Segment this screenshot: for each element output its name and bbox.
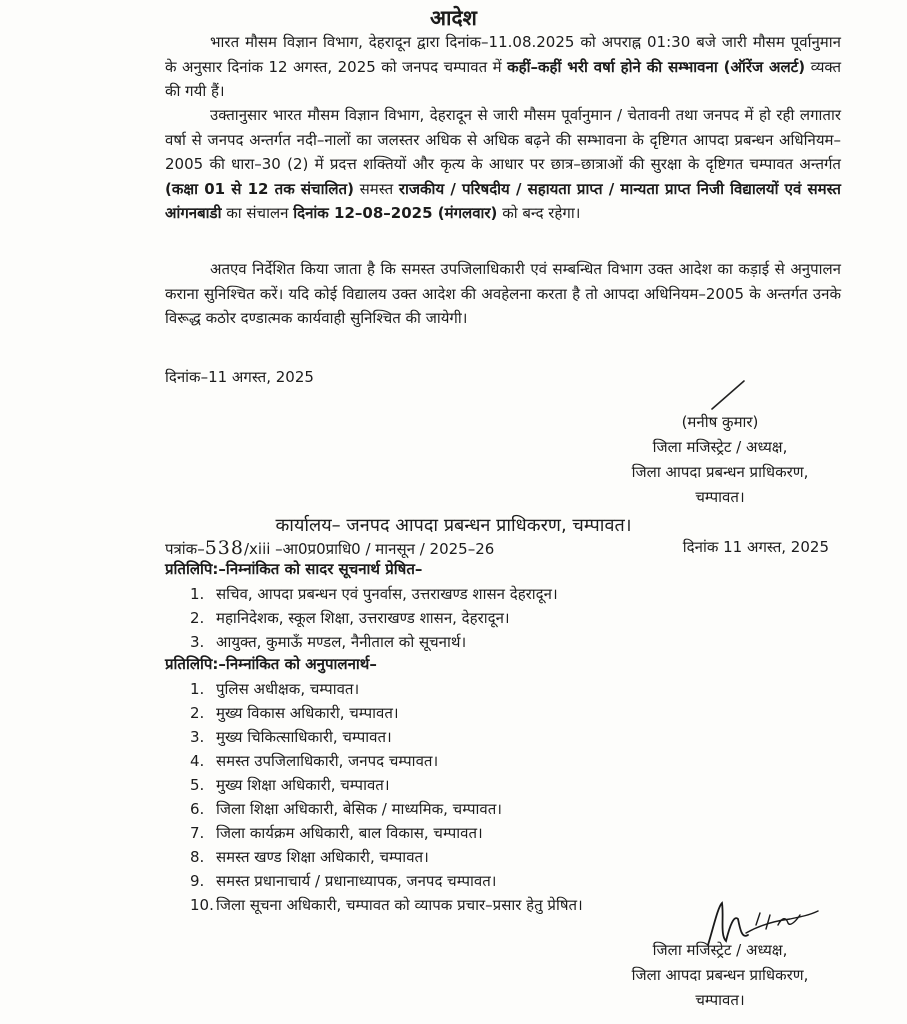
list-item-number: 3.: [190, 633, 205, 651]
signature-block-order: [600, 410, 840, 510]
copy-info-list: [190, 582, 558, 654]
ref-suffix: /xiii –आ0प्र0प्राधि0 / मानसून / 2025–26: [243, 540, 495, 558]
list-item: [190, 773, 583, 797]
paragraph-forecast-end: व्यक्त की गयी हैं।: [165, 57, 841, 100]
ref-prefix: पत्रांक–: [165, 540, 205, 558]
list-item: [190, 869, 583, 893]
list-item: [190, 582, 558, 606]
list-item-number: 2.: [190, 609, 205, 627]
schools-list-text: राजकीय / परिषदीय / सहायता प्राप्त / मान्यता प्राप्त निजी विद्यालयों एवं समस्त आंगनबाडी: [165, 179, 841, 222]
list-item-number: 8.: [190, 848, 205, 866]
list-item-text: समस्त खण्ड शिक्षा अधिकारी, चम्पावत।: [216, 848, 429, 866]
office-title: कार्यालय– जनपद आपदा प्रबन्धन प्राधिकरण, चम्पावत।: [275, 515, 632, 536]
paragraph-closure-mid2: का संचालन: [221, 204, 294, 222]
copy-compliance-heading: प्रतिलिपि:–निम्नांकित को अनुपालनार्थ–: [165, 655, 377, 673]
list-item-text: मुख्य विकास अधिकारी, चम्पावत।: [216, 704, 399, 722]
list-item-number: 7.: [190, 824, 205, 842]
officer-designation: जिला मजिस्ट्रेट / अध्यक्ष,: [652, 438, 788, 456]
list-item-number: 4.: [190, 752, 205, 770]
list-item: [190, 630, 558, 654]
list-item-number: 10.: [190, 896, 214, 914]
list-item: [190, 845, 583, 869]
paragraph-closure-mid1: समस्त: [353, 179, 399, 198]
list-item: [190, 677, 583, 701]
ref-date: दिनांक 11 अगस्त, 2025: [682, 538, 829, 556]
list-item-text: महानिदेशक, स्कूल शिक्षा, उत्तराखण्ड शासन, देहरादून।: [216, 609, 510, 627]
paragraph-closure-end: को बन्द रहेगा।: [497, 204, 581, 222]
officer-authority: जिला आपदा प्रबन्धन प्राधिकरण,: [631, 463, 809, 481]
list-item-number: 9.: [190, 872, 205, 890]
list-item-text: सचिव, आपदा प्रबन्धन एवं पुनर्वास, उत्तराखण्ड शासन देहरादून।: [216, 585, 558, 603]
list-item-text: मुख्य चिकित्साधिकारी, चम्पावत।: [216, 728, 392, 746]
reference-line: [165, 537, 841, 559]
list-item-text: समस्त प्रधानाचार्य / प्रधानाध्यापक, जनपद चम्पावत।: [216, 872, 497, 890]
office-authority: जिला आपदा प्रबन्धन प्राधिकरण,: [631, 966, 809, 984]
signature-stroke: [708, 378, 748, 412]
order-date: दिनांक–11 अगस्त, 2025: [165, 368, 314, 386]
list-item-text: जिला कार्यक्रम अधिकारी, बाल विकास, चम्पावत।: [216, 824, 483, 842]
ref-number-handwritten: 538: [204, 537, 244, 559]
list-item-text: पुलिस अधीक्षक, चम्पावत।: [216, 680, 360, 698]
list-item: [190, 893, 583, 917]
list-item-number: 2.: [190, 704, 205, 722]
list-item-number: 1.: [190, 585, 205, 603]
class-range-text: (कक्षा 01 से 12 तक संचालित): [165, 179, 354, 198]
list-item-text: जिला शिक्षा अधिकारी, बेसिक / माध्यमिक, चम्पावत।: [216, 800, 502, 818]
list-item: [190, 821, 583, 845]
list-item-number: 5.: [190, 776, 205, 794]
list-item-number: 6.: [190, 800, 205, 818]
list-item-number: 1.: [190, 680, 205, 698]
list-item-text: आयुक्त, कुमाऊँ मण्डल, नैनीताल को सूचनार्थ।: [216, 633, 467, 651]
office-designation: जिला मजिस्ट्रेट / अध्यक्ष,: [652, 941, 788, 959]
paragraph-directive: अतएव निर्देशित किया जाता है कि समस्त उपजिलाधिकारी एवं सम्बन्धित विभाग उक्त आदेश का कड़ाई से अनुपालन कराना सुनिश्चित करें। यदि कोई विद्यालय उक्त आदेश की अवहेलना करता है तो आपदा अधिनियम–2005 के अन्तर्गत उनके विरूद्ध कठोर दण्डात्मक कार्यवाही सुनिश्चित की जायेगी।: [165, 260, 841, 327]
list-item-text: जिला सूचना अधिकारी, चम्पावत को व्यापक प्रचार–प्रसार हेतु प्रेषित।: [216, 896, 583, 914]
office-place: चम्पावत।: [695, 991, 745, 1009]
signature-block-office: [600, 938, 840, 1013]
paragraph-forecast-text: भारत मौसम विज्ञान विभाग, देहरादून द्वारा दिनांक–11.08.2025 को अपराह्न 01:30 बजे जारी मौसम पूर्वानुमान के अनुसार दिनांक 12 अगस्त, 2025 को जनपद चम्पावत में: [165, 33, 841, 76]
list-item: [190, 749, 583, 773]
list-item: [190, 725, 583, 749]
officer-place: चम्पावत।: [695, 488, 745, 506]
list-item: [190, 701, 583, 725]
list-item-text: मुख्य शिक्षा अधिकारी, चम्पावत।: [216, 776, 390, 794]
paragraph-closure-text: उक्तानुसार भारत मौसम विज्ञान विभाग, देहरादून से जारी मौसम पूर्वानुमान / चेतावनी तथा जनपद में हो रही लगातार वर्षा से जनपद अन्तर्गत नदी–नालों का जलस्तर अधिक से अधिक बढ़ने की सम्भावना के दृष्टिगत आपदा प्रबन्धन अधिनियम–2005 की धारा–30 (2) में प्रदत्त शक्तियों और कृत्य के आधार पर छात्र–छात्राओं की सुरक्षा के दृष्टिगत चम्पावत अन्तर्गत: [165, 106, 841, 173]
copy-compliance-list: [190, 677, 583, 917]
officer-name: (मनीष कुमार): [681, 413, 759, 431]
list-item: [190, 797, 583, 821]
order-title: आदेश: [430, 6, 477, 30]
list-item: [190, 606, 558, 630]
copy-info-heading: प्रतिलिपि:–निम्नांकित को सादर सूचनार्थ प्रेषित–: [165, 560, 423, 578]
paragraph-forecast: [165, 30, 841, 104]
paragraph-closure: [165, 103, 841, 226]
list-item-text: समस्त उपजिलाधिकारी, जनपद चम्पावत।: [216, 752, 439, 770]
orange-alert-text: कहीं–कहीं भरी वर्षा होने की सम्भावना (ऑरेंज अलर्ट): [507, 57, 806, 76]
closure-date-text: दिनांक 12–08–2025 (मंगलवार): [293, 204, 498, 222]
list-item-number: 3.: [190, 728, 205, 746]
